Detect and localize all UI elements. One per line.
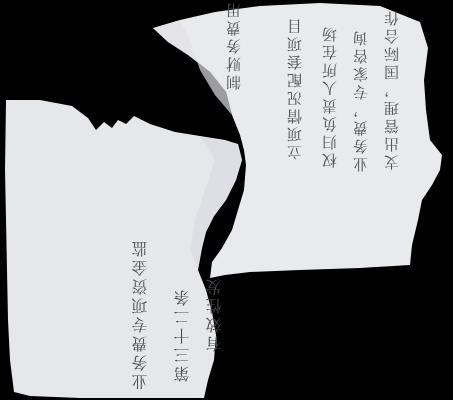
right-text-line-3: 权归负责人所在场	[321, 24, 339, 168]
right-text-line-4: 立项情况配套项目	[286, 16, 304, 160]
right-text-line-2: 业务费，专家咨询	[352, 28, 370, 172]
right-text-line-1: 支出管理，国际合作	[383, 8, 401, 170]
right-text-line-5: 制财务费用	[225, 0, 243, 90]
left-text-line-3: 业务费专项资金监	[131, 238, 150, 390]
left-text-line-2: 第三十二条	[173, 287, 192, 382]
left-text-line-1: 有效性发	[205, 276, 224, 352]
